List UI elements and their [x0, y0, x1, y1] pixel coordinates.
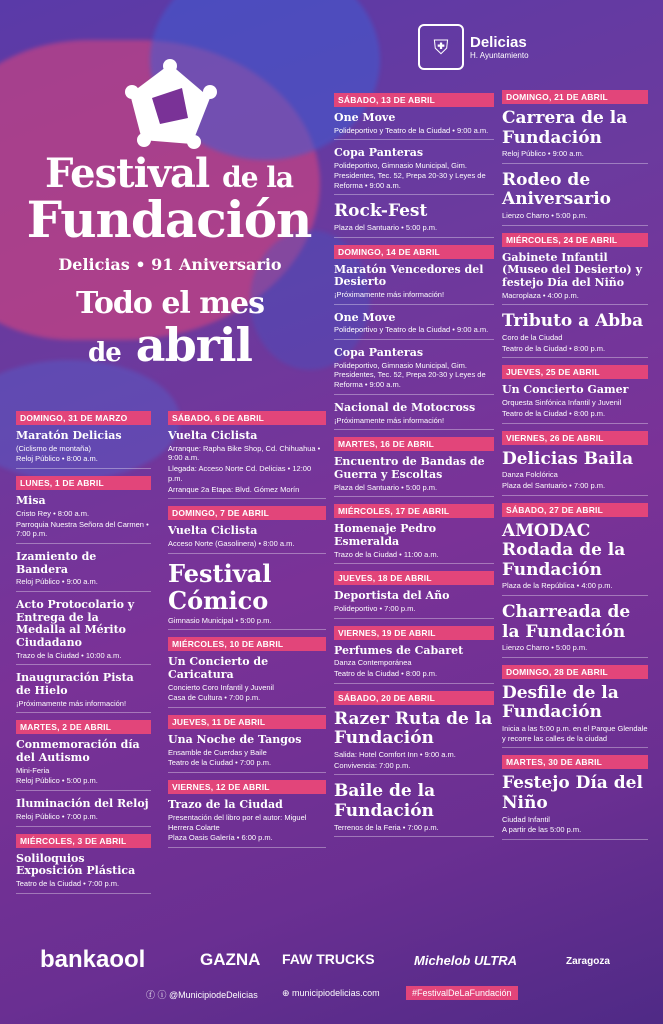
event-item	[168, 525, 326, 553]
event-info: Trazo de la Ciudad • 11:00 a.m.	[334, 549, 439, 559]
event-info: Lienzo Charro • 5:00 p.m.	[502, 643, 588, 653]
event-info: Trazo de la Ciudad • 10:00 a.m.	[16, 650, 122, 660]
municipality-brand: Delicias H. Ayuntamiento	[470, 34, 529, 60]
schedule-column-4	[502, 86, 648, 847]
day-header: MARTES, 30 DE ABRIL	[502, 755, 648, 769]
sponsor-faw: FAW TRUCKS	[282, 951, 375, 967]
event-title: Maratón Vencedores del Desierto	[334, 262, 484, 289]
day-header: SÁBADO, 27 DE ABRIL	[502, 503, 648, 517]
event-info: Polideportivo, Gimnasio Municipal, Gim. Presidentes, Tec. 52, Prepa 20-30 y Leyes de Reforma • 9:00 a.m.	[334, 360, 486, 390]
event-item	[168, 734, 326, 773]
day-header: DOMINGO, 21 DE ABRIL	[502, 90, 648, 104]
event-title: Rock-Fest	[334, 201, 428, 222]
event-info: Mini-Feria	[16, 765, 50, 775]
day-header: JUEVES, 11 DE ABRIL	[168, 715, 326, 729]
event-item	[16, 739, 151, 791]
event-item	[502, 384, 648, 423]
event-info: Reloj Público • 7:00 p.m.	[16, 811, 98, 821]
day-header: VIERNES, 19 DE ABRIL	[334, 626, 494, 640]
event-info: Polideportivo, Gimnasio Municipal, Gim. Presidentes, Tec. 52, Prepa 20-30 y Leyes de Reforma • 9:00 a.m.	[334, 161, 486, 190]
event-info: Convivencia: 7:00 p.m.	[334, 760, 411, 770]
event-info: Reloj Público • 9:00 a.m.	[502, 149, 584, 159]
event-info: Teatro de la Ciudad • 8:00 p.m.	[502, 408, 606, 418]
schedule-column-1	[16, 407, 151, 901]
globe-icon: ⊕	[282, 988, 293, 998]
title-festival: Festival de la	[44, 150, 294, 197]
event-title: Misa	[16, 494, 46, 508]
schedule-column-2	[168, 407, 326, 855]
day-header: DOMINGO, 31 DE MARZO	[16, 411, 151, 425]
event-item	[334, 202, 494, 237]
event-item	[16, 672, 151, 713]
event-item	[502, 450, 648, 496]
event-info: Salida: Hotel Comfort Inn • 9:00 a.m.	[334, 749, 456, 759]
event-title: Homenaje Pedro Esmeralda	[334, 522, 437, 548]
event-item	[502, 109, 648, 164]
event-info: Plaza del Santuario • 5:00 p.m.	[334, 482, 438, 492]
day-header: MARTES, 16 DE ABRIL	[334, 437, 494, 451]
event-title: One Move	[334, 310, 396, 324]
event-item	[334, 523, 494, 564]
event-item	[334, 710, 494, 776]
event-item	[502, 312, 648, 358]
event-info: Orquesta Sinfónica Infantil y Juvenil	[502, 398, 622, 408]
day-header: VIERNES, 26 DE ABRIL	[502, 431, 648, 445]
event-title: Copa Panteras	[334, 346, 424, 359]
event-info: Danza Folclórica	[502, 470, 558, 480]
event-title: Delicias Baila	[502, 448, 634, 469]
event-info: Reloj Público • 8:00 a.m.	[16, 454, 98, 464]
festival-logo-icon	[122, 58, 218, 150]
event-info: (Ciclismo de montaña)	[16, 443, 92, 453]
event-title: Trazo de la Ciudad	[168, 798, 283, 812]
event-info: Polideportivo • 7:00 p.m.	[334, 603, 416, 613]
event-info: ¡Próximamente más información!	[334, 415, 445, 425]
event-info: Teatro de la Ciudad • 8:00 p.m.	[334, 669, 438, 679]
event-info: Reloj Público • 5:00 p.m.	[16, 776, 98, 786]
event-title: Deportista del Año	[334, 589, 450, 603]
event-title: Maratón Delicias	[16, 429, 122, 442]
day-header: VIERNES, 12 DE ABRIL	[168, 780, 326, 794]
event-item	[502, 684, 648, 749]
event-item	[502, 603, 648, 658]
event-item	[334, 112, 494, 140]
event-item	[16, 853, 151, 894]
event-title: Iluminación del Reloj	[16, 797, 149, 811]
social-handle[interactable]: ⓕ ⓘ @MunicipiodeDelicias	[146, 990, 258, 1000]
event-title: Festival Cómico	[168, 558, 272, 615]
event-item	[16, 495, 151, 544]
event-title: Tributo a Abba	[502, 311, 644, 332]
event-info: Ensamble de Cuerdas y Baile	[168, 747, 267, 757]
event-info: Danza Contemporánea	[334, 658, 412, 668]
event-info: A partir de las 5:00 p.m.	[502, 825, 582, 835]
event-title: Razer Ruta de la Fundación	[334, 708, 493, 749]
event-info: Casa de Cultura • 7:00 p.m.	[168, 693, 261, 703]
sponsor-gazna: GAZNA	[200, 950, 261, 969]
event-info: Arranque: Rapha Bike Shop, Cd. Chihuahua • 9:00 a.m.	[168, 443, 321, 463]
event-item	[334, 782, 494, 837]
event-title: Una Noche de Tangos	[168, 733, 302, 747]
todo-el-mes: Todo el mes	[76, 286, 264, 321]
day-header: DOMINGO, 7 DE ABRIL	[168, 506, 326, 520]
event-info: Reloj Público • 9:00 a.m.	[16, 577, 98, 587]
event-info: Polideportivo y Teatro de la Ciudad • 9:00 a.m.	[334, 125, 489, 135]
event-item	[334, 590, 494, 618]
event-info: Plaza del Santuario • 7:00 p.m.	[502, 480, 606, 490]
event-title: Carrera de la Fundación	[502, 108, 628, 148]
event-title: Copa Panteras	[334, 146, 424, 160]
event-item	[168, 558, 326, 631]
event-title: Vuelta Ciclista	[168, 524, 258, 538]
event-info: Plaza de la República • 4:00 p.m.	[502, 581, 613, 591]
day-header: LUNES, 1 DE ABRIL	[16, 476, 151, 490]
event-item	[334, 347, 494, 395]
event-info: Lienzo Charro • 5:00 p.m.	[502, 210, 588, 220]
event-info: Teatro de la Ciudad • 8:00 p.m.	[502, 343, 606, 353]
crest-icon: ⛨	[418, 24, 464, 70]
event-title: Soliloquios Exposición Plástica	[16, 851, 136, 878]
event-item	[168, 430, 326, 499]
event-item	[16, 430, 151, 469]
event-info: ¡Próximamente más información!	[334, 289, 445, 299]
event-title: Inauguración Pista de Hielo	[16, 671, 134, 698]
event-item	[334, 147, 494, 195]
event-item	[502, 774, 648, 840]
event-info: Arranque 2a Etapa: Blvd. Gómez Morín	[168, 484, 300, 494]
event-item	[168, 656, 326, 708]
day-header: DOMINGO, 28 DE ABRIL	[502, 665, 648, 679]
event-info: Parroquia Nuestra Señora del Carmen • 7:00 p.m.	[16, 519, 149, 539]
website-link[interactable]: ⊕ municipiodelicias.com	[282, 988, 380, 998]
event-info: Plaza del Santuario • 5:00 p.m.	[334, 222, 438, 232]
event-item	[168, 799, 326, 848]
event-item	[16, 798, 151, 826]
day-header: JUEVES, 18 DE ABRIL	[334, 571, 494, 585]
footer	[0, 938, 663, 1024]
event-title: Charreada de la Fundación	[502, 601, 631, 642]
event-item	[334, 456, 494, 497]
event-info: ¡Próximamente más información!	[16, 698, 127, 708]
event-item	[16, 551, 151, 592]
day-header: MARTES, 2 DE ABRIL	[16, 720, 151, 734]
event-title: Conmemoración día del Autismo	[16, 738, 140, 765]
event-title: AMODAC Rodada de la Fundación	[502, 520, 626, 580]
event-title: Desfile de la Fundación	[502, 682, 619, 723]
day-header: SÁBADO, 20 DE ABRIL	[334, 691, 494, 705]
title-fundacion: Fundación	[26, 190, 312, 249]
event-info: Gimnasio Municipal • 5:00 p.m.	[168, 615, 272, 625]
event-info: Ciudad Infantil	[502, 814, 550, 824]
social-icons: ⓕ ⓘ	[146, 990, 170, 1000]
event-info: Inicia a las 5:00 p.m. en el Parque Glendale y recorre las calles de la ciudad	[502, 723, 648, 743]
event-info: Polideportivo y Teatro de la Ciudad • 9:00 a.m.	[334, 325, 489, 335]
day-header: DOMINGO, 14 DE ABRIL	[334, 245, 494, 259]
de-abril: de abril	[88, 318, 252, 372]
event-info: Teatro de la Ciudad • 7:00 p.m.	[168, 758, 272, 768]
event-item	[334, 264, 494, 305]
event-item	[502, 252, 648, 306]
event-title: Rodeo de Aniversario	[502, 169, 611, 210]
event-info: Terrenos de la Feria • 7:00 p.m.	[334, 822, 439, 832]
event-title: Festejo Día del Niño	[502, 773, 643, 813]
event-item	[334, 645, 494, 684]
day-header: MIÉRCOLES, 3 DE ABRIL	[16, 834, 151, 848]
event-title: One Move	[334, 111, 396, 124]
event-info: Llegada: Acceso Norte Cd. Delicias • 12:00 p.m.	[168, 464, 312, 483]
hashtag-badge: #FestivalDeLaFundación	[406, 986, 518, 1000]
sponsor-zaragoza: Zaragoza	[566, 956, 610, 967]
event-title: Vuelta Ciclista	[168, 429, 258, 442]
event-title: Izamiento de Bandera	[16, 550, 97, 576]
event-title: Nacional de Motocross	[334, 400, 476, 414]
day-header: SÁBADO, 6 DE ABRIL	[168, 411, 326, 425]
event-item	[16, 599, 151, 665]
day-header: SÁBADO, 13 DE ABRIL	[334, 93, 494, 107]
subtitle: Delicias • 91 Aniversario	[58, 255, 282, 274]
event-title: Gabinete Infantil (Museo del Desierto) y festejo Día del Niño	[502, 250, 642, 289]
day-header: MIÉRCOLES, 10 DE ABRIL	[168, 637, 326, 651]
event-info: Teatro de la Ciudad • 7:00 p.m.	[16, 878, 120, 888]
event-info: Macroplaza • 4:00 p.m.	[502, 290, 579, 300]
day-header: MIÉRCOLES, 24 DE ABRIL	[502, 233, 648, 247]
event-title: Baile de la Fundación	[334, 781, 436, 822]
event-title: Un Concierto de Caricatura	[168, 655, 269, 681]
event-info: Plaza Oasis Galería • 6:00 p.m.	[168, 833, 273, 843]
event-info: Concierto Coro Infantil y Juvenil	[168, 682, 274, 692]
sponsor-michelob: Michelob ULTRA	[414, 953, 518, 968]
event-title: Encuentro de Bandas de Guerra y Escoltas	[334, 455, 485, 481]
day-header: MIÉRCOLES, 17 DE ABRIL	[334, 504, 494, 518]
event-info: Coro de la Ciudad	[502, 332, 563, 342]
event-info: Acceso Norte (Gasolinera) • 8:00 a.m.	[168, 539, 295, 549]
event-title: Un Concierto Gamer	[502, 383, 629, 397]
sponsor-bankaool: bankaool	[40, 946, 146, 973]
schedule-column-3	[334, 89, 494, 844]
event-title: Acto Protocolario y Entrega de la Medalla al Mérito Ciudadano	[16, 598, 135, 649]
day-header: JUEVES, 25 DE ABRIL	[502, 365, 648, 379]
event-info: Cristo Rey • 8:00 a.m.	[16, 508, 90, 518]
event-item	[502, 522, 648, 596]
event-item	[502, 171, 648, 226]
event-item	[334, 402, 494, 430]
event-item	[334, 312, 494, 340]
event-info: Presentación del libro por el autor: Miguel Herrera Colarte	[168, 812, 307, 832]
event-title: Perfumes de Cabaret	[334, 643, 464, 657]
